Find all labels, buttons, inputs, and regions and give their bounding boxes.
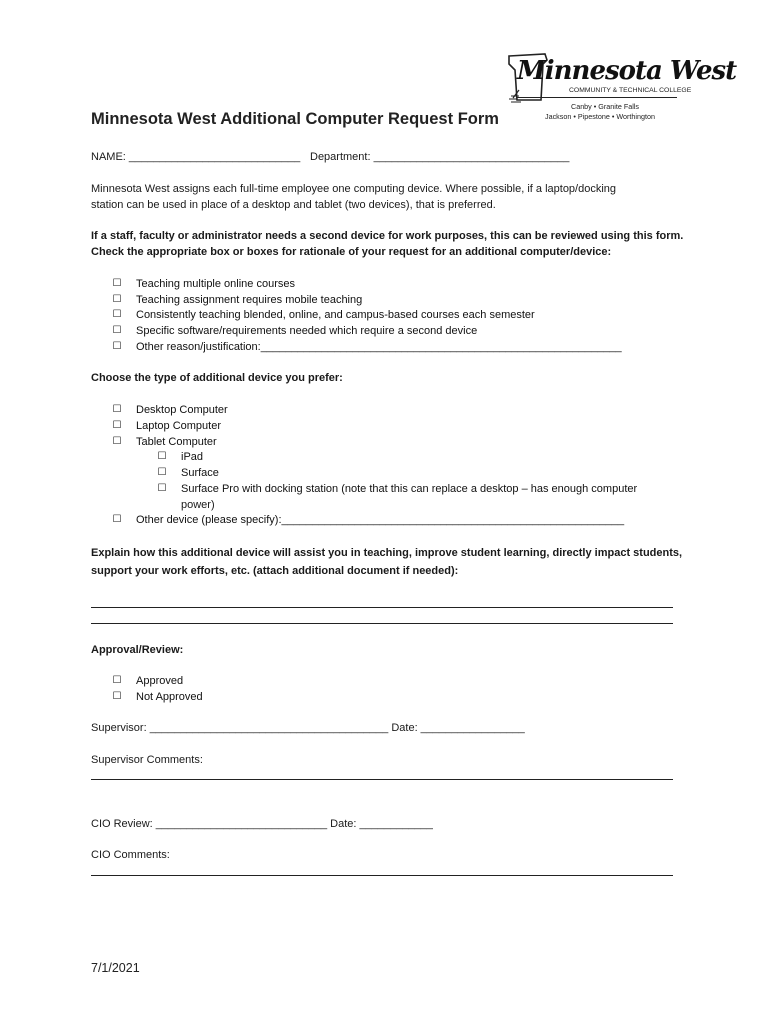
checkbox[interactable]: ☐ xyxy=(112,294,122,305)
supervisor-field[interactable]: Supervisor: _______________________________________ Date: _________________ xyxy=(91,722,525,734)
device-option-label: Tablet Computer xyxy=(136,436,217,448)
rationale-option-label: Teaching multiple online courses xyxy=(136,278,295,290)
approval-heading: Approval/Review: xyxy=(91,644,184,656)
footer-date: 7/1/2021 xyxy=(91,961,140,975)
rationale-option-label: Specific software/requirements needed which require a second device xyxy=(136,325,478,337)
name-field[interactable]: NAME: ____________________________ xyxy=(91,151,301,163)
rationale-option-label: Other reason/justification:___________________________________________________________ xyxy=(136,341,622,353)
explain-answer-line-2[interactable] xyxy=(91,623,673,624)
logo-campuses-2: Jackson • Pipestone • Worthington xyxy=(545,112,655,121)
logo-wordmark: Minnesota West xyxy=(517,56,737,86)
checkbox[interactable]: ☐ xyxy=(112,691,122,702)
checkbox[interactable]: ☐ xyxy=(157,467,167,478)
tablet-option-label: Surface xyxy=(181,467,219,479)
checkbox[interactable]: ☐ xyxy=(157,451,167,462)
device-option-label: Laptop Computer xyxy=(136,420,221,432)
device-heading: Choose the type of additional device you prefer: xyxy=(91,372,343,384)
checkbox[interactable]: ☐ xyxy=(112,341,122,352)
instruction-line-2: Check the appropriate box or boxes for rationale of your request for an additional computer/device: xyxy=(91,246,612,258)
intro-line-2: station can be used in place of a desktop and tablet (two devices), that is preferred. xyxy=(91,199,496,211)
checkbox[interactable]: ☐ xyxy=(157,483,167,494)
explain-line-1: Explain how this additional device will assist you in teaching, improve student learning, directly impact students, xyxy=(91,547,683,559)
tablet-option-label: Surface Pro with docking station (note that this can replace a desktop – has enough computer xyxy=(181,483,638,495)
device-option-label: Other device (please specify):________________________________________________________ xyxy=(136,514,625,526)
approval-option-label: Approved xyxy=(136,675,184,687)
logo-campuses-1: Canby • Granite Falls xyxy=(571,102,640,111)
supervisor-comments-label: Supervisor Comments: xyxy=(91,754,203,766)
checkbox[interactable]: ☐ xyxy=(112,436,122,447)
logo-subtitle: COMMUNITY & TECHNICAL COLLEGE xyxy=(569,87,692,94)
cio-review-field[interactable]: CIO Review: ____________________________ Date: ____________ xyxy=(91,818,433,830)
checkbox[interactable]: ☐ xyxy=(112,404,122,415)
page-title: Minnesota West Additional Computer Request Form xyxy=(91,110,499,128)
department-field[interactable]: Department: ________________________________ xyxy=(310,151,570,163)
approval-option-label: Not Approved xyxy=(136,691,203,703)
rationale-option-label: Consistently teaching blended, online, and campus-based courses each semester xyxy=(136,309,535,321)
device-option-label: Desktop Computer xyxy=(136,404,228,416)
checkbox[interactable]: ☐ xyxy=(112,309,122,320)
checkbox[interactable]: ☐ xyxy=(112,675,122,686)
checkbox[interactable]: ☐ xyxy=(112,420,122,431)
college-logo xyxy=(505,50,737,130)
checkbox[interactable]: ☐ xyxy=(112,514,122,525)
instruction-line-1: If a staff, faculty or administrator needs a second device for work purposes, this can be reviewed using this form. xyxy=(91,230,684,242)
rationale-option-label: Teaching assignment requires mobile teaching xyxy=(136,294,363,306)
checkbox[interactable]: ☐ xyxy=(112,325,122,336)
supervisor-comments-line[interactable] xyxy=(91,779,673,780)
tablet-option-wrap: power) xyxy=(181,499,215,511)
cio-comments-line[interactable] xyxy=(91,875,673,876)
checkbox[interactable]: ☐ xyxy=(112,278,122,289)
tablet-option-label: iPad xyxy=(181,451,204,463)
cio-comments-label: CIO Comments: xyxy=(91,849,170,861)
intro-line-1: Minnesota West assigns each full-time employee one computing device. Where possible, if a laptop/docking xyxy=(91,183,617,195)
explain-line-2: support your work efforts, etc. (attach additional document if needed): xyxy=(91,565,459,577)
logo-rule xyxy=(517,97,677,98)
explain-answer-line-1[interactable] xyxy=(91,607,673,608)
